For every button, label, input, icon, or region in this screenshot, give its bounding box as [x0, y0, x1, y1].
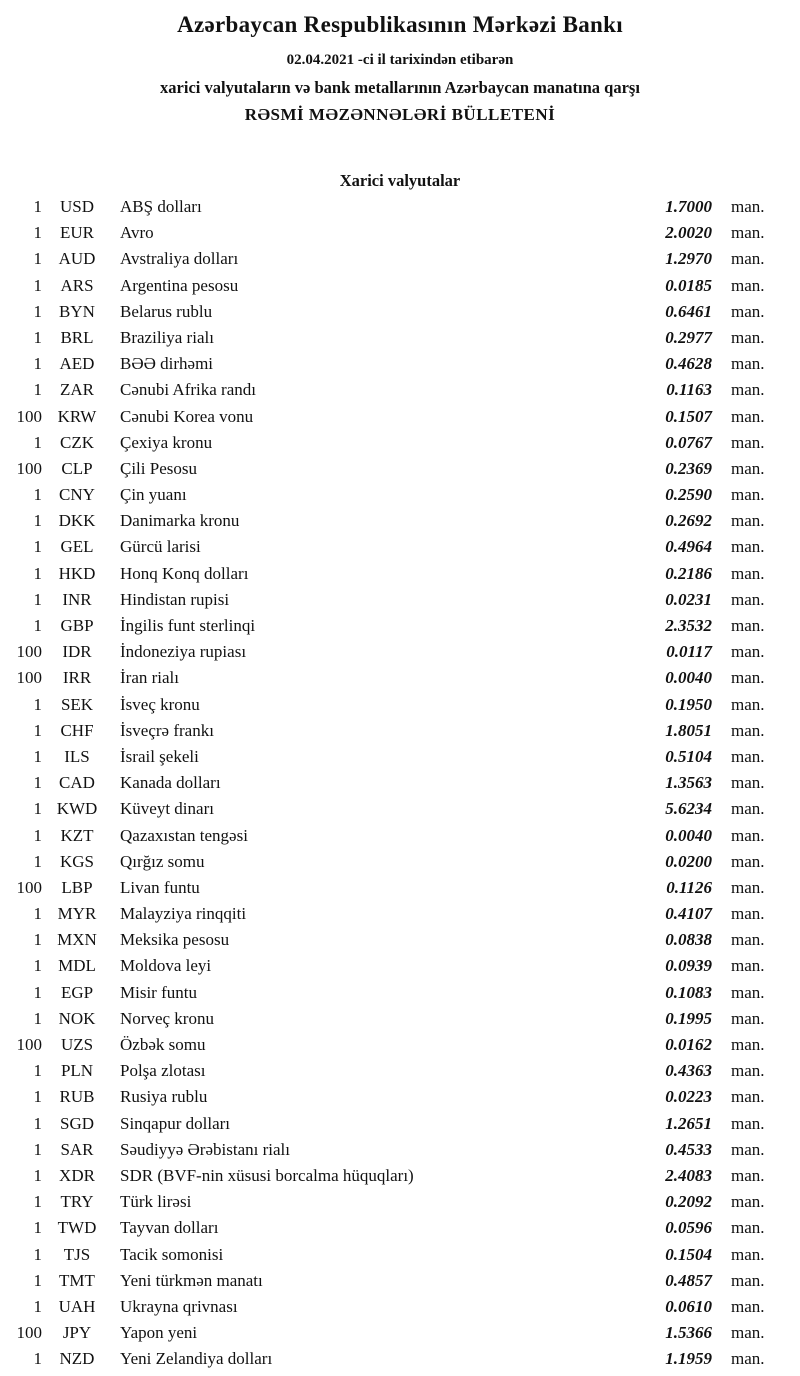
currency-quantity: 1 [33, 1218, 42, 1238]
currency-name: Türk lirəsi [120, 1192, 192, 1212]
table-row [10, 1140, 770, 1166]
currency-rate: 0.0040 [665, 668, 712, 688]
currency-unit: man. [731, 1349, 765, 1369]
currency-quantity: 100 [16, 406, 42, 426]
currency-unit: man. [731, 956, 765, 976]
table-row [10, 852, 770, 878]
table-row [10, 1323, 770, 1349]
table-row [10, 276, 770, 302]
currency-name: Norveç kronu [120, 1008, 214, 1028]
currency-unit: man. [731, 694, 765, 714]
currency-rate: 0.4107 [665, 904, 712, 924]
currency-unit: man. [731, 327, 765, 347]
currency-code: HKD [58, 563, 96, 583]
currency-rate: 0.4628 [665, 354, 712, 374]
currency-unit: man. [731, 1270, 765, 1290]
currency-name: İsveçrə frankı [120, 720, 214, 740]
currency-rate: 1.8051 [665, 720, 712, 740]
table-row [10, 878, 770, 904]
currency-code: USD [59, 197, 94, 216]
currency-rate: 0.5104 [665, 746, 712, 766]
currency-rate: 0.2692 [665, 511, 712, 531]
currency-unit: man. [731, 930, 765, 950]
currency-quantity: 1 [33, 380, 42, 400]
table-row [10, 197, 770, 223]
currency-rate: 0.0610 [665, 1296, 712, 1316]
currency-code: XDR [59, 1165, 95, 1185]
currency-code: JPY [62, 1323, 92, 1343]
currency-rate: 1.5366 [665, 1323, 712, 1343]
currency-code: CZK [60, 432, 94, 452]
currency-quantity: 1 [33, 694, 42, 714]
currency-name: Belarus rublu [120, 301, 213, 321]
currency-unit: man. [731, 511, 765, 531]
currency-rate: 0.0040 [665, 825, 712, 845]
currency-unit: man. [731, 380, 765, 400]
currency-quantity: 1 [33, 982, 42, 1002]
currency-unit: man. [731, 275, 765, 295]
currency-code: TWD [57, 1218, 97, 1238]
currency-name: Çexiya kronu [120, 432, 213, 452]
currency-rate: 0.6461 [665, 301, 712, 321]
currency-name: Misir funtu [120, 982, 197, 1002]
currency-rate: 0.0767 [665, 432, 712, 452]
table-row [10, 433, 770, 459]
currency-rate: 2.0020 [665, 223, 712, 243]
table-row [10, 380, 770, 406]
effective-date: 02.04.2021 -ci il tarixindən etibarən [286, 52, 514, 68]
currency-code: AED [59, 354, 95, 374]
currency-name: ABŞ dolları [120, 197, 202, 216]
currency-name: Braziliya rialı [120, 327, 214, 347]
table-row [10, 1192, 770, 1218]
currency-quantity: 1 [33, 773, 42, 793]
currency-quantity: 1 [33, 720, 42, 740]
currency-unit: man. [731, 773, 765, 793]
currency-unit: man. [731, 1323, 765, 1343]
currency-rate: 1.2651 [665, 1113, 712, 1133]
currency-quantity: 100 [16, 877, 42, 897]
currency-code: UAH [58, 1296, 96, 1316]
table-row [10, 826, 770, 852]
currency-unit: man. [731, 642, 765, 662]
currency-code: MYR [57, 904, 97, 924]
currency-name: İran rialı [120, 668, 179, 688]
currency-quantity: 1 [33, 485, 42, 505]
currency-unit: man. [731, 982, 765, 1002]
currency-quantity: 100 [16, 668, 42, 688]
currency-quantity: 1 [33, 275, 42, 295]
currency-unit: man. [731, 458, 765, 478]
table-row [10, 354, 770, 380]
currency-rate: 2.3532 [665, 616, 712, 635]
currency-rate: 0.1126 [666, 877, 712, 897]
table-row [10, 328, 770, 354]
currency-unit: man. [731, 1008, 765, 1028]
currency-name: SDR (BVF-nin xüsusi borcalma hüquqları) [120, 1165, 414, 1185]
table-row [10, 1087, 770, 1113]
currency-quantity: 1 [33, 327, 42, 347]
currency-unit: man. [731, 1165, 765, 1185]
currency-quantity: 100 [16, 1323, 42, 1343]
table-row [10, 302, 770, 328]
currency-unit: man. [731, 563, 765, 583]
currency-code: ARS [60, 275, 94, 295]
currency-name: Moldova leyi [120, 956, 212, 976]
currency-quantity: 1 [33, 1165, 42, 1185]
currency-code: INR [62, 589, 92, 609]
table-row [10, 616, 770, 642]
currency-rate: 0.1950 [665, 694, 712, 714]
currency-quantity: 1 [33, 223, 42, 243]
currency-rate: 0.4363 [665, 1061, 712, 1081]
currency-name: Yeni türkmən manatı [120, 1270, 263, 1290]
currency-quantity: 1 [33, 1008, 42, 1028]
currency-code: EGP [60, 982, 94, 1002]
currency-code: TJS [63, 1244, 91, 1264]
currency-name: Sinqapur dolları [120, 1113, 231, 1133]
table-row [10, 668, 770, 694]
bulletin-title: RƏSMİ MƏZƏNNƏLƏRİ BÜLLETENİ [244, 105, 556, 124]
currency-code: CNY [59, 485, 95, 505]
bulletin-subtitle: xarici valyutaların və bank metallarının Azərbaycan manatına qarşı [160, 78, 640, 97]
table-row [10, 904, 770, 930]
currency-name: Danimarka kronu [120, 511, 240, 531]
currency-rate: 0.0185 [665, 275, 712, 295]
currency-code: PLN [60, 1061, 94, 1081]
currency-quantity: 100 [16, 1035, 42, 1054]
currency-name: İsveç kronu [120, 694, 200, 714]
currency-unit: man. [731, 877, 765, 897]
currency-name: Cənubi Afrika randı [120, 380, 256, 400]
currency-code: NOK [58, 1008, 96, 1028]
currency-quantity: 1 [33, 1192, 42, 1212]
currency-name: Gürcü larisi [120, 537, 201, 557]
currency-name: Qırğız somu [120, 851, 205, 871]
currency-name: Qazaxıstan tengəsi [120, 825, 248, 845]
currency-rate: 0.2590 [665, 485, 712, 505]
currency-unit: man. [731, 589, 765, 609]
currency-quantity: 1 [33, 432, 42, 452]
currency-rate: 0.0596 [665, 1218, 712, 1238]
table-row [10, 773, 770, 799]
table-row [10, 1297, 770, 1323]
currency-quantity: 1 [33, 1296, 42, 1316]
currency-rate: 0.2369 [665, 458, 712, 478]
table-row [10, 223, 770, 249]
currency-quantity: 1 [33, 1061, 42, 1081]
currency-unit: man. [731, 746, 765, 766]
currency-code: KGS [59, 851, 94, 871]
currency-quantity: 1 [33, 1349, 42, 1369]
currency-rate: 0.2977 [665, 327, 712, 347]
currency-name: Yeni Zelandiya dolları [120, 1349, 273, 1369]
currency-rate: 0.0162 [665, 1035, 712, 1054]
currency-code: IRR [62, 668, 92, 688]
currency-rate: 2.4083 [665, 1165, 712, 1185]
currency-name: BƏƏ dirhəmi [120, 354, 214, 374]
currency-rate: 0.4533 [665, 1139, 712, 1159]
currency-quantity: 1 [33, 354, 42, 374]
currency-rate: 0.0223 [665, 1087, 712, 1107]
bulletin-header [0, 0, 800, 125]
currency-quantity: 100 [16, 458, 42, 478]
currency-rate: 0.0117 [666, 642, 712, 662]
currency-unit: man. [731, 537, 765, 557]
currency-code: LBP [61, 877, 93, 897]
currency-quantity: 1 [33, 904, 42, 924]
currency-name: Səudiyyə Ərəbistanı rialı [120, 1139, 290, 1159]
currency-unit: man. [731, 197, 765, 216]
currency-quantity: 1 [33, 851, 42, 871]
table-row [10, 983, 770, 1009]
currency-quantity: 1 [33, 249, 42, 269]
currency-code: SEK [60, 694, 94, 714]
currency-unit: man. [731, 904, 765, 924]
table-row [10, 564, 770, 590]
currency-quantity: 1 [33, 301, 42, 321]
currency-code: KRW [57, 406, 97, 426]
currency-unit: man. [731, 223, 765, 243]
table-row [10, 1035, 770, 1061]
currency-name: Tayvan dolları [120, 1218, 219, 1238]
currency-quantity: 1 [33, 563, 42, 583]
currency-table [0, 197, 800, 1375]
currency-quantity: 1 [33, 1270, 42, 1290]
currency-name: Argentina pesosu [120, 275, 239, 295]
currency-unit: man. [731, 1035, 765, 1054]
currency-name: Malayziya rinqqiti [120, 904, 247, 924]
currency-code: KWD [56, 799, 98, 819]
currency-quantity: 1 [33, 589, 42, 609]
currency-rate: 0.4964 [665, 537, 712, 557]
currency-quantity: 1 [33, 930, 42, 950]
currency-unit: man. [731, 1113, 765, 1133]
currency-name: Hindistan rupisi [120, 589, 230, 609]
currency-unit: man. [731, 1244, 765, 1264]
currency-quantity: 1 [33, 1244, 42, 1264]
currency-code: CHF [60, 720, 94, 740]
table-row [10, 1114, 770, 1140]
table-row [10, 537, 770, 563]
currency-name: Çin yuanı [120, 485, 187, 505]
currency-code: DKK [58, 511, 96, 531]
currency-unit: man. [731, 668, 765, 688]
currency-name: İsrail şekeli [120, 746, 199, 766]
currency-name: Özbək somu [120, 1035, 206, 1054]
currency-name: Polşa zlotası [120, 1061, 206, 1081]
currency-rate: 0.2186 [665, 563, 712, 583]
currency-rate: 0.4857 [665, 1270, 712, 1290]
currency-unit: man. [731, 1139, 765, 1159]
currency-unit: man. [731, 1061, 765, 1081]
currency-name: Ukrayna qrivnası [120, 1296, 238, 1316]
currency-unit: man. [731, 485, 765, 505]
currency-quantity: 1 [33, 956, 42, 976]
currency-code: UZS [60, 1035, 94, 1054]
currency-rate: 0.1507 [665, 406, 712, 426]
currency-code: GBP [60, 616, 94, 635]
currency-code: SGD [59, 1113, 94, 1133]
currency-rate: 0.0838 [665, 930, 712, 950]
table-row [10, 1349, 770, 1375]
currency-code: CAD [59, 773, 95, 793]
currency-name: Rusiya rublu [120, 1087, 208, 1107]
currency-code: RUB [59, 1087, 95, 1107]
table-row [10, 642, 770, 668]
currency-unit: man. [731, 406, 765, 426]
currency-rate: 1.7000 [665, 197, 712, 216]
currency-code: BRL [60, 327, 94, 347]
currency-quantity: 1 [33, 799, 42, 819]
currency-name: Çili Pesosu [120, 458, 197, 478]
currency-name: Küveyt dinarı [120, 799, 214, 819]
currency-code: NZD [59, 1349, 95, 1369]
section-title-foreign-currencies: Xarici valyutalar [339, 171, 461, 190]
table-row [10, 1166, 770, 1192]
table-row [10, 1245, 770, 1271]
currency-name: Honq Konq dolları [120, 563, 249, 583]
currency-unit: man. [731, 799, 765, 819]
currency-code: ILS [64, 746, 90, 766]
currency-code: TRY [60, 1192, 94, 1212]
currency-code: EUR [60, 223, 94, 243]
currency-name: Yapon yeni [120, 1323, 198, 1343]
table-row [10, 747, 770, 773]
table-row [10, 459, 770, 485]
currency-unit: man. [731, 1087, 765, 1107]
currency-code: GEL [60, 537, 94, 557]
currency-rate: 0.0200 [665, 851, 712, 871]
currency-unit: man. [731, 432, 765, 452]
currency-rate: 1.2970 [665, 249, 712, 269]
table-row [10, 1061, 770, 1087]
table-row [10, 1271, 770, 1297]
table-row [10, 511, 770, 537]
table-row [10, 249, 770, 275]
currency-unit: man. [731, 616, 765, 635]
table-row [10, 590, 770, 616]
table-row [10, 721, 770, 747]
currency-rate: 0.1163 [666, 380, 712, 400]
table-row [10, 956, 770, 982]
currency-name: İndoneziya rupiası [120, 642, 247, 662]
table-row [10, 407, 770, 433]
currency-code: SAR [60, 1139, 94, 1159]
currency-rate: 5.6234 [665, 799, 712, 819]
currency-code: MDL [58, 956, 96, 976]
table-row [10, 485, 770, 511]
currency-quantity: 1 [33, 616, 42, 635]
currency-unit: man. [731, 1192, 765, 1212]
currency-code: BYN [59, 301, 95, 321]
currency-quantity: 1 [33, 511, 42, 531]
currency-name: Kanada dolları [120, 773, 221, 793]
table-row [10, 695, 770, 721]
currency-rate: 0.0231 [665, 589, 712, 609]
currency-quantity: 1 [33, 537, 42, 557]
currency-unit: man. [731, 1218, 765, 1238]
currency-rate: 1.1959 [665, 1349, 712, 1369]
currency-code: IDR [62, 642, 92, 662]
bank-name: Azərbaycan Respublikasının Mərkəzi Bankı [177, 12, 623, 37]
currency-unit: man. [731, 354, 765, 374]
table-row [10, 1218, 770, 1244]
table-row [10, 1009, 770, 1035]
currency-unit: man. [731, 301, 765, 321]
currency-quantity: 1 [33, 825, 42, 845]
currency-quantity: 1 [33, 1087, 42, 1107]
currency-rate: 0.1504 [665, 1244, 712, 1264]
currency-quantity: 1 [33, 746, 42, 766]
currency-quantity: 1 [33, 1139, 42, 1159]
currency-name: Avro [120, 223, 154, 243]
currency-code: TMT [59, 1270, 95, 1290]
currency-quantity: 1 [33, 1113, 42, 1133]
currency-unit: man. [731, 1296, 765, 1316]
currency-rate: 0.0939 [665, 956, 712, 976]
currency-quantity: 100 [16, 642, 42, 662]
currency-code: MXN [57, 930, 97, 950]
currency-name: Meksika pesosu [120, 930, 230, 950]
currency-name: Tacik somonisi [120, 1244, 224, 1264]
currency-quantity: 1 [33, 197, 42, 216]
currency-code: CLP [61, 458, 93, 478]
currency-unit: man. [731, 851, 765, 871]
table-row [10, 799, 770, 825]
currency-unit: man. [731, 720, 765, 740]
currency-name: İngilis funt sterlinqi [120, 616, 256, 635]
currency-unit: man. [731, 825, 765, 845]
currency-rate: 0.1995 [665, 1008, 712, 1028]
currency-rate: 0.1083 [665, 982, 712, 1002]
currency-code: KZT [60, 825, 94, 845]
currency-rate: 0.2092 [665, 1192, 712, 1212]
currency-code: ZAR [60, 380, 94, 400]
currency-rate: 1.3563 [665, 773, 712, 793]
currency-unit: man. [731, 249, 765, 269]
currency-name: Cənubi Korea vonu [120, 406, 254, 426]
table-row [10, 930, 770, 956]
currency-code: AUD [58, 249, 96, 269]
currency-name: Livan funtu [120, 877, 200, 897]
currency-name: Avstraliya dolları [120, 249, 239, 269]
